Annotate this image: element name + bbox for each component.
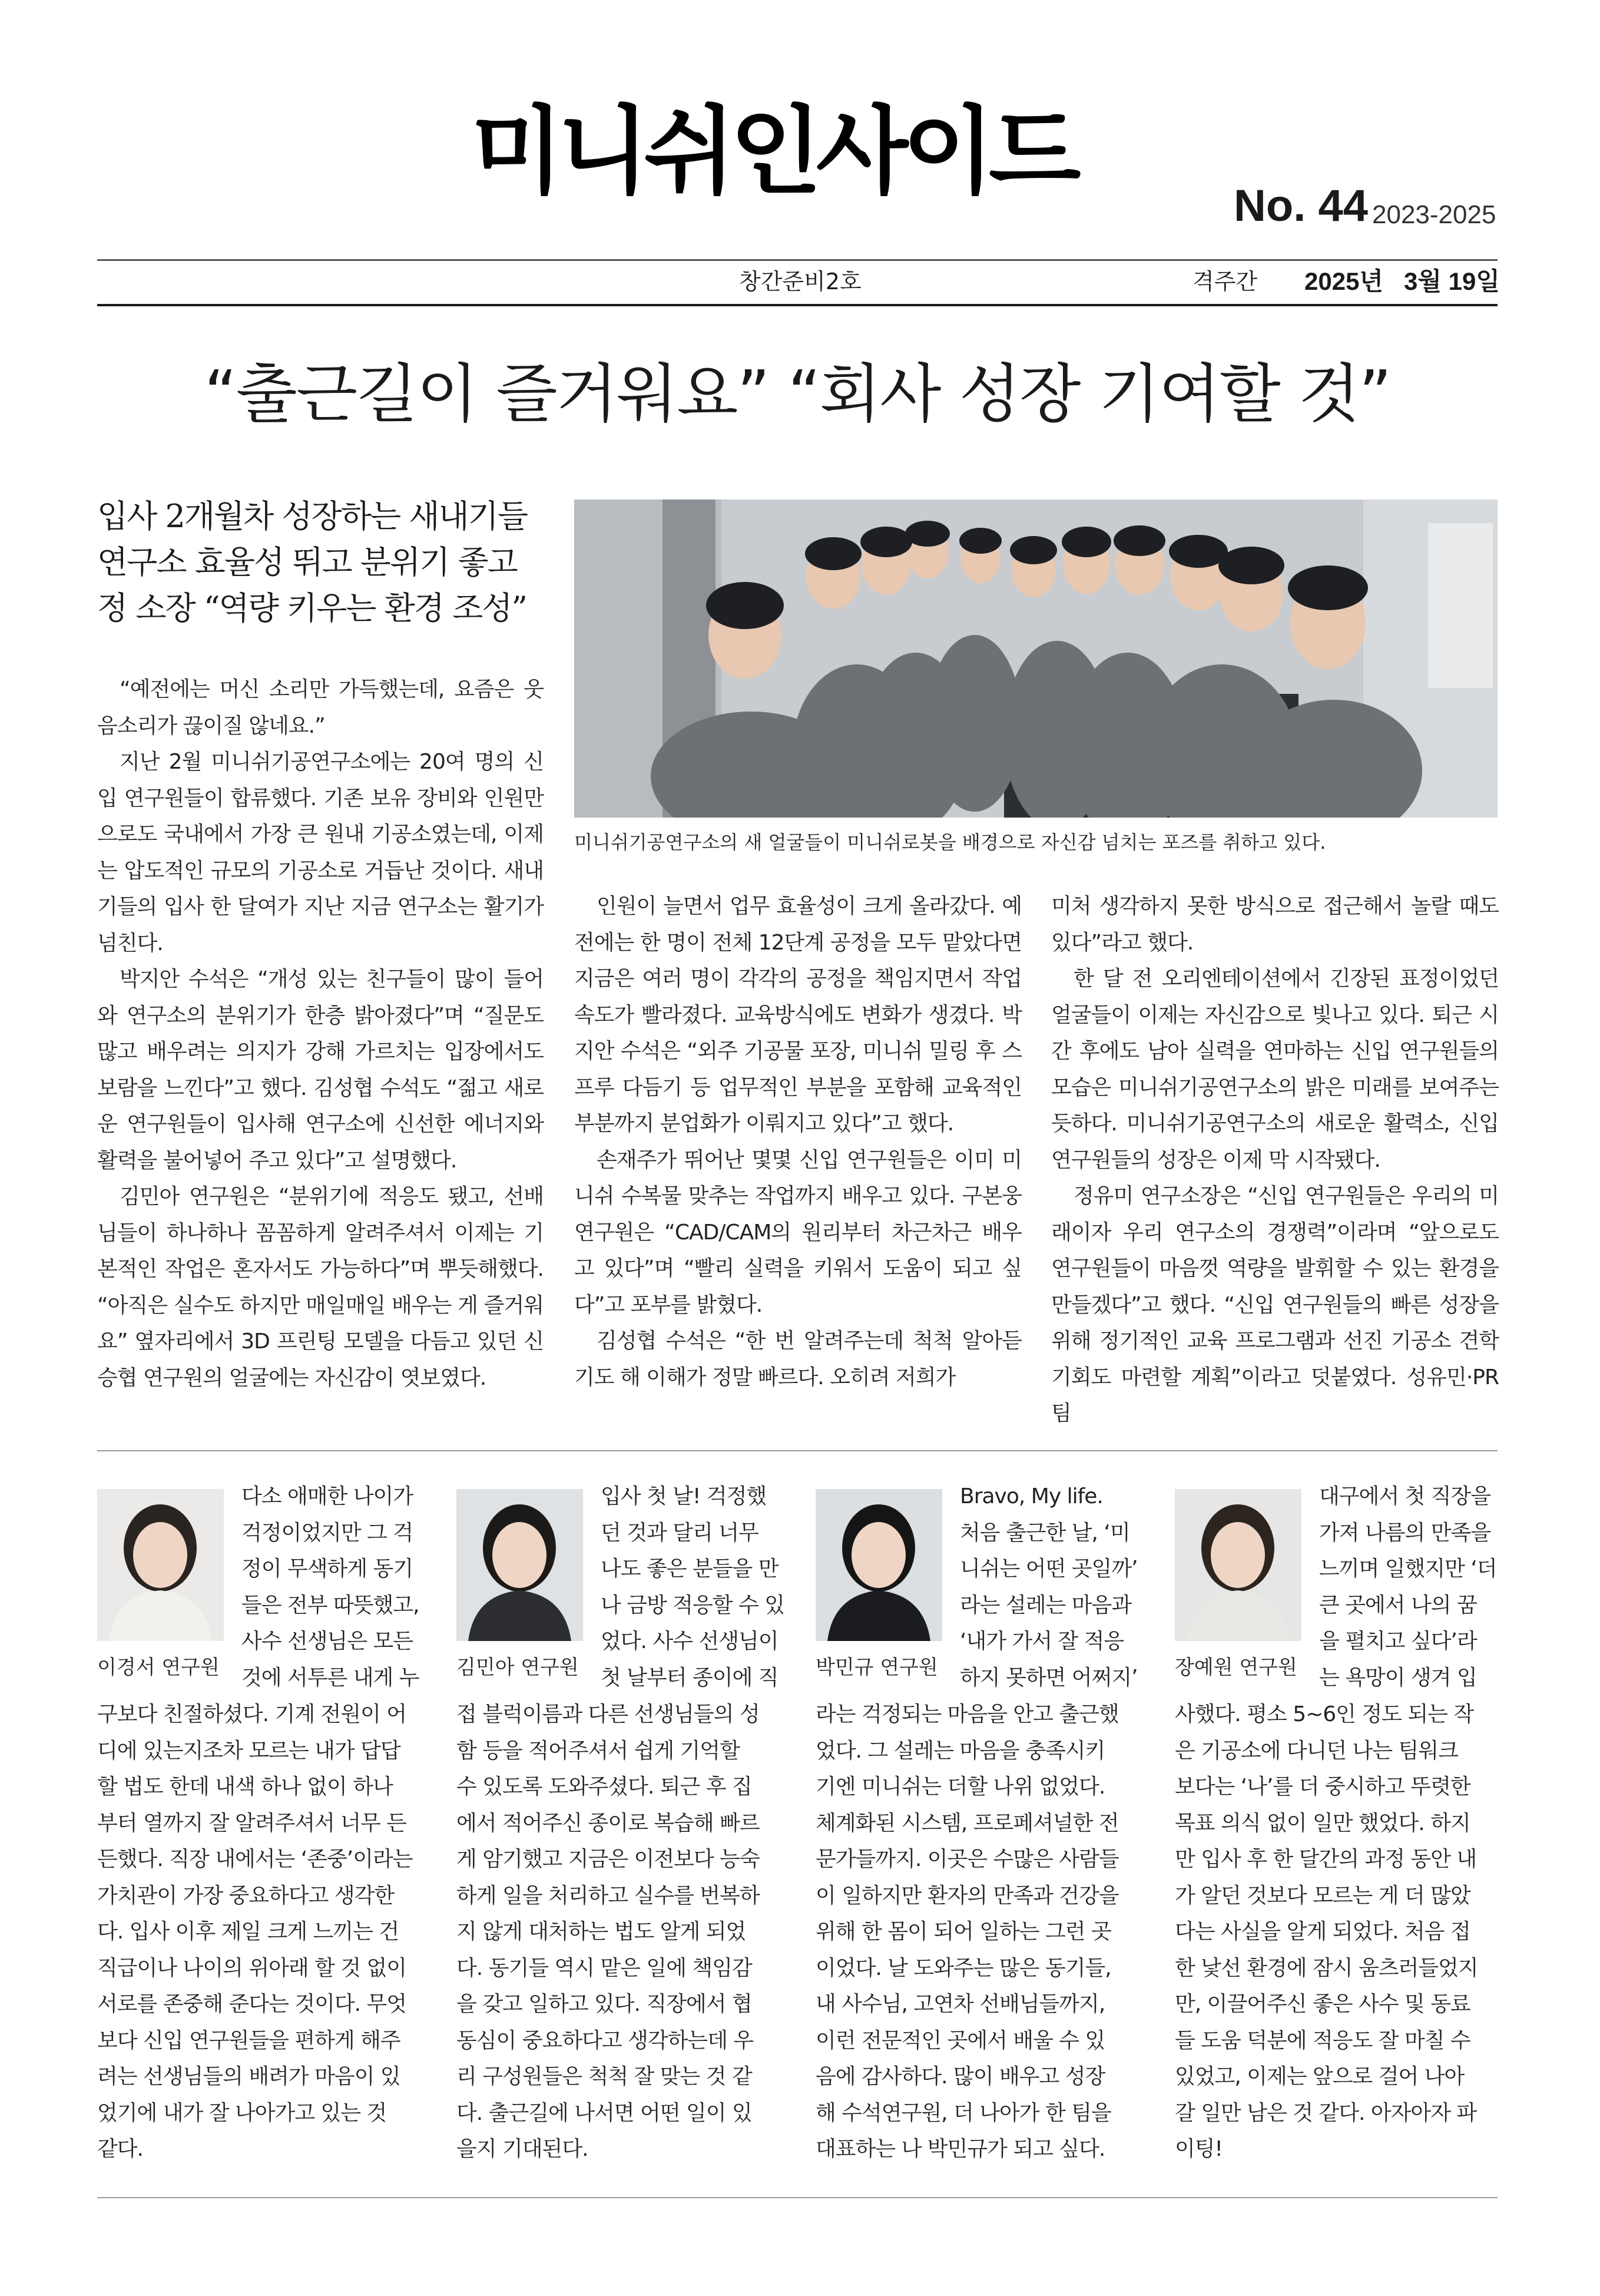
article-column-1 [97,671,544,1396]
profile-line: 같다. [97,2137,143,2161]
article-paragraph: 김민아 연구원은 “분위기에 적응도 됐고, 선배님들이 하나하나 꼼꼼하게 알려주셔서 이제는 기본적인 작업은 혼자서도 가능하다”며 뿌듯해했다. “아직은 실수도 하지만 매일매일 배우는 게 즐거워요” 옆자리에서 3D 프린팅 모델을 다듬고 있던 신승협 연구원의 얼굴에는 자신감이 엿보였다. [97,1185,544,1390]
profile-line: 다는 사실을 알게 되었다. 처음 접 [1175,1920,1470,1944]
profile-name: 이경서 연구원 [97,1656,220,1679]
article-paragraph: 정유미 연구소장은 “신입 연구원들은 우리의 미래이자 우리 연구소의 경쟁력”이라며 “앞으로도 연구원들이 마음껏 역량을 발휘할 수 있는 환경을 만들겠다”고 했다. “신입 연구원들의 빠른 성장을 위해 정기적인 교육 프로그램과 선진 기공소 견학 기회도 마련할 계획”이라고 덧붙였다. 성유민·PR팀 [1051,1184,1499,1425]
profile-line: 보다 신입 연구원들을 편하게 해주 [97,2028,400,2053]
profile-line: 라는 걱정되는 마음을 안고 출근했 [816,1702,1119,1726]
profile-line: 에서 적어주신 종이로 복습해 빠르 [456,1811,760,1835]
article-paragraph: 한 달 전 오리엔테이션에서 긴장된 표정이었던 얼굴들이 이제는 자신감으로 빛나고 있다. 퇴근 시간 후에도 남아 실력을 연마하는 신입 연구원들의 모습은 미니쉬기공연구소의 밝은 미래를 보여주는 듯하다. 미니쉬기공연구소의 새로운 활력소, 신입 연구원들의 성장은 이제 막 시작됐다. [1051,967,1499,1172]
profile-line: 구보다 친절하셨다. 기계 전원이 어 [97,1702,407,1726]
header-rule-top [97,259,1498,261]
profile-line: 지 않게 대처하는 법도 알게 되었 [456,1920,746,1944]
profile-text-body [1175,1696,1499,2168]
profile-line: 있었고, 이제는 앞으로 걸어 나아 [1175,2065,1465,2089]
article-paragraph: 손재주가 뛰어난 몇몇 신입 연구원들은 이미 미니쉬 수복물 맞추는 작업까지 배우고 있다. 구본웅 연구원은 “CAD/CAM의 원리부터 차근차근 배우고 있다”며 “빨리 실력을 키워서 도움이 되고 싶다”고 포부를 밝혔다. [574,1147,1022,1317]
profile-line: 부터 열까지 잘 알려주셔서 너무 든 [97,1811,407,1835]
profile-line: 대구에서 첫 직장을 [1319,1484,1491,1508]
profile-line: 것에 서투른 내게 누 [241,1665,419,1690]
article-column-2 [574,888,1022,1395]
profile-line: 다. 입사 이후 제일 크게 느끼는 건 [97,1920,399,1944]
profile-line: 라는 설레는 마음과 [960,1593,1132,1617]
profile-line: 해 수석연구원, 더 나아가 한 팀을 [816,2100,1111,2125]
profile-line: 하게 일을 처리하고 실수를 번복하 [456,1883,760,1908]
profile-line: 음에 감사하다. 많이 배우고 성장 [816,2065,1105,2089]
header-rule-bottom [97,304,1498,306]
profile-line: 한 낯선 환경에 잠시 움츠러들었지 [1175,1956,1478,1980]
profile-name: 장예원 연구원 [1175,1656,1297,1679]
article-paragraph: 박지안 수석은 “개성 있는 친구들이 많이 들어와 연구소의 분위기가 한층 밝아졌다”며 “질문도 많고 배우려는 의지가 강해 가르치는 입장에서도 보람을 느낀다”고 했다. 김성협 수석도 “젊고 새로운 연구원들이 입사해 연구소에 신선한 에너지와 활력을 불어넣어 주고 있다”고 설명했다. [97,967,544,1173]
profile-line: 을 펼치고 싶다’라 [1319,1629,1477,1653]
profile-line: 이었다. 날 도와주는 많은 동기들, [816,1956,1111,1980]
profile-line: 처음 출근한 날, ‘미 [960,1520,1130,1545]
profile-line: 가져 나름의 만족을 [1319,1520,1491,1545]
edition-label: 창간준비2호 [739,269,862,295]
profile-line: 려는 선생님들의 배려가 마음이 있 [97,2065,400,2089]
group-photo-illustration [574,499,1498,818]
profile-photo [456,1489,583,1641]
profile-text-body [456,1696,780,2168]
profile-line: 게 암기했고 지금은 이전보다 능숙 [456,1847,760,1871]
profile-line: 사했다. 평소 5~6인 정도 되는 작 [1175,1702,1474,1726]
frequency-label: 격주간 [1192,269,1258,295]
article-column-3 [1051,888,1499,1432]
profile-line: 을 갖고 일하고 있다. 직장에서 협 [456,1992,752,2016]
profile-line: 든했다. 직장 내에서는 ‘존중’이라는 [97,1847,413,1871]
article-paragraph: 지난 2월 미니쉬기공연구소에는 20여 명의 신입 연구원들이 합류했다. 기존 보유 장비와 인원만으로도 국내에서 가장 큰 원내 기공소였는데, 이제는 압도적인 규모의 기공소로 거듭난 것이다. 새내기들의 입사 한 달여가 지난 지금 연구소는 활기가 넘친다. [97,750,544,955]
profile-line: 문가들까지. 이곳은 수많은 사람들 [816,1847,1119,1871]
profile-line: 체계화된 시스템, 프로페셔널한 전 [816,1811,1119,1835]
profile-line: 었다. 사수 선생님이 [601,1629,779,1653]
photo-caption: 미니쉬기공연구소의 새 얼굴들이 미니쉬로봇을 배경으로 자신감 넘치는 포즈를 취하고 있다. [574,831,1326,853]
profile-text-side [1319,1478,1499,1696]
profile-line: 내 사수님, 고연차 선배님들까지, [816,1992,1105,2016]
profile-text-body [816,1696,1139,2168]
profile-text-side [601,1478,784,1696]
profile-line: 는 욕망이 생겨 입 [1319,1665,1477,1690]
profile-line: 큰 곳에서 나의 꿈 [1319,1593,1477,1617]
profile-line: 었기에 내가 잘 나아가고 있는 것 [97,2100,387,2125]
profile-line: 만 입사 후 한 달간의 과정 동안 내 [1175,1847,1477,1871]
profile-line: 나 금방 적응할 수 있 [601,1593,784,1617]
profile-photo [97,1489,224,1641]
profile-line: 동심이 중요하다고 생각하는데 우 [456,2028,754,2053]
subhead-line: 입사 2개월차 성장하는 새내기들 [97,498,527,535]
issue-date: 2025년 3월 19일 [1304,267,1500,295]
profile-line: 던 것과 달리 너무 [601,1520,758,1545]
profile-text-body [97,1696,421,2168]
profile-line: 을지 기대된다. [456,2137,588,2161]
profile-line: 다소 애매한 나이가 [241,1484,413,1508]
profile-line: 접 블럭이름과 다른 선생님들의 성 [456,1702,760,1726]
article-paragraph: 인원이 늘면서 업무 효율성이 크게 올라갔다. 예전에는 한 명이 전체 12단계 공정을 모두 맡았다면 지금은 여러 명이 각각의 공정을 책임지면서 작업 속도가 빨라졌다. 교육방식에도 변화가 생겼다. 박지안 수석은 “외주 기공물 포장, 미니쉬 밀링 후 스프루 다듬기 등 업무적인 부분을 포함해 교육적인 부분까지 분업화가 이뤄지고 있다”고 했다. [574,894,1022,1136]
profile-line: ‘내가 가서 잘 적응 [960,1629,1124,1653]
subhead-line: 연구소 효율성 뛰고 분위기 좋고 [97,544,517,581]
profile-line: 서로를 존중해 준다는 것이다. 무엇 [97,1992,407,2016]
profile-photo [816,1489,942,1641]
profile-line: 이런 전문적인 곳에서 배울 수 있 [816,2028,1105,2053]
article-paragraph: 김성협 수석은 “한 번 알려주는데 척척 알아듣기도 해 이해가 정말 빠르다. 오히려 저희가 [574,1329,1022,1389]
subhead-line: 정 소장 “역량 키우는 환경 조성” [97,590,527,627]
issue-number: No. 44 [1234,181,1369,231]
profile-line: 느끼며 일했지만 ‘더 [1319,1557,1497,1581]
profile-line: 기엔 미니쉬는 더할 나위 없었다. [816,1775,1105,1799]
article-paragraph: “예전에는 머신 소리만 가득했는데, 요즘은 웃음소리가 끊이질 않네요.” [97,677,544,738]
profile-line: 대표하는 나 박민규가 되고 싶다. [816,2137,1105,2161]
profile-line: 디에 있는지조차 모르는 내가 답답 [97,1738,400,1763]
profile-line: 이 일하지만 환자의 만족과 건강을 [816,1883,1119,1908]
profile-line: Bravo, My life. [960,1484,1103,1508]
profile-line: 니쉬는 어떤 곳일까’ [960,1557,1138,1581]
subheads [97,494,551,631]
profile-line: 다. 출근길에 나서면 어떤 일이 있 [456,2100,752,2125]
profile-line: 만, 이끌어주신 좋은 사수 및 동료 [1175,1992,1470,2016]
profile-line: 가치관이 가장 중요하다고 생각한 [97,1883,395,1908]
profile-line: 보다는 ‘나’를 더 중시하고 뚜렷한 [1175,1775,1470,1799]
group-photo [574,499,1498,818]
profile-line: 위해 한 몸이 되어 일하는 그런 곳 [816,1920,1111,1944]
profile-line: 나도 좋은 분들을 만 [601,1557,779,1581]
profile-line: 리 구성원들은 척척 잘 맞는 것 같 [456,2065,752,2089]
profile-line: 들은 전부 따뜻했고, [241,1593,419,1617]
profile-line: 하지 못하면 어쩌지’ [960,1665,1138,1690]
profile-text-side [241,1478,421,1696]
issue-years: 2023-2025 [1372,200,1496,229]
profile-line: 걱정이었지만 그 걱 [241,1520,413,1545]
profile-line: 다. 동기들 역시 맡은 일에 책임감 [456,1956,752,1980]
footer-rule [97,2197,1498,2198]
profile-line: 할 법도 한데 내색 하나 없이 하나 [97,1775,393,1799]
profile-line: 었다. 그 설레는 마음을 충족시키 [816,1738,1105,1763]
profile-line: 사수 선생님은 모든 [241,1629,413,1653]
profile-line: 입사 첫 날! 걱정했 [601,1484,767,1508]
profile-photo [1175,1489,1301,1641]
profile-text-side [960,1478,1139,1696]
profile-line: 들 도움 덕분에 적응도 잘 마칠 수 [1175,2028,1470,2053]
profile-line: 직급이나 나이의 위아래 할 것 없이 [97,1956,407,1980]
headline: “출근길이 즐거워요” “회사 성장 기여할 것” [204,358,1391,431]
profile-line: 정이 무색하게 동기 [241,1557,413,1581]
section-divider [97,1450,1498,1451]
masthead-title: 미니쉬인사이드 [471,97,1075,207]
profile-line: 함 등을 적어주셔서 쉽게 기억할 [456,1738,740,1763]
profile-line: 갈 일만 남은 것 같다. 아자아자 파 [1175,2100,1477,2125]
profile-line: 은 기공소에 다니던 나는 팀워크 [1175,1738,1458,1763]
profile-line: 이팅! [1175,2137,1223,2161]
profile-line: 수 있도록 도와주셨다. 퇴근 후 집 [456,1775,752,1799]
article-paragraph: 미처 생각하지 못한 방식으로 접근해서 놀랄 때도 있다”라고 했다. [1051,894,1499,955]
profile-name: 박민규 연구원 [816,1656,938,1679]
profile-line: 가 알던 것보다 모르는 게 더 많았 [1175,1883,1470,1908]
profile-name: 김민아 연구원 [456,1656,579,1679]
profile-line: 목표 의식 없이 일만 했었다. 하지 [1175,1811,1470,1835]
profile-line: 첫 날부터 종이에 직 [601,1665,779,1690]
